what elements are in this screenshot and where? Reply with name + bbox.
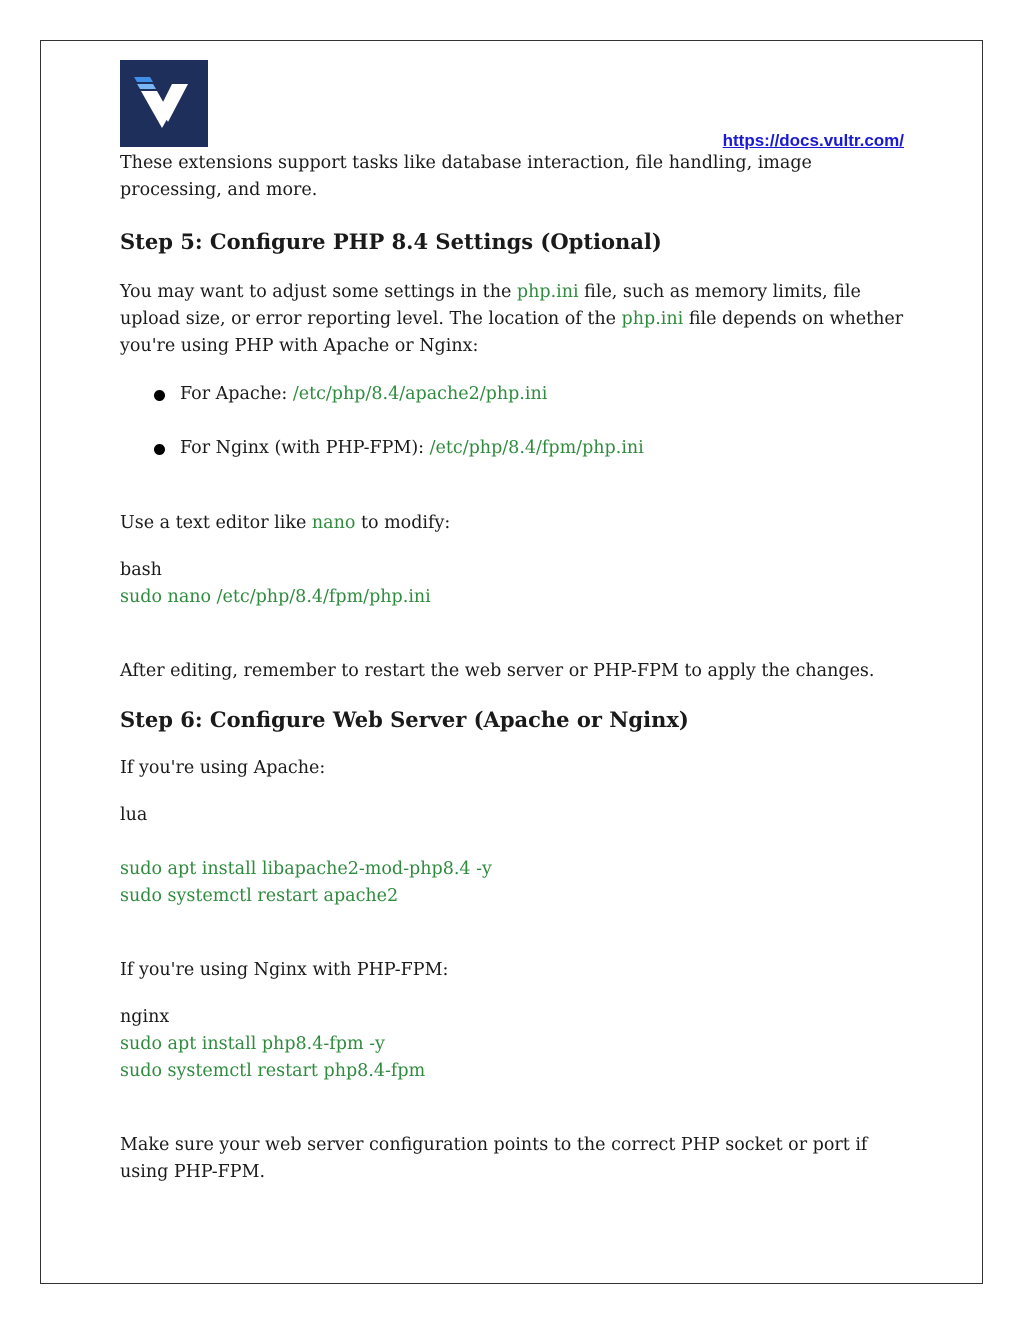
vultr-logo-icon <box>120 60 208 147</box>
code-line: sudo apt install libapache2-mod-php8.4 -y <box>120 859 492 879</box>
code-line: sudo systemctl restart php8.4-fpm <box>120 1061 426 1081</box>
intro-paragraph: These extensions support tasks like database interaction, file handling, image processing, and more. <box>120 153 812 200</box>
bullet-icon <box>154 444 165 455</box>
vultr-logo <box>120 60 208 147</box>
config-path-list <box>120 381 910 462</box>
document-body <box>120 150 910 1186</box>
code-language-label: bash <box>120 560 162 580</box>
step5-text-b: file, such as memory limits, file upload size, or error reporting level. The location of the <box>120 282 861 329</box>
code-block-apache <box>120 802 910 910</box>
bullet-label: For Nginx (with PHP-FPM): <box>180 438 430 458</box>
bullet-label: For Apache: <box>180 384 293 404</box>
code-language-label: lua <box>120 805 148 825</box>
inline-code-nano: nano <box>311 513 356 533</box>
step6-heading: Step 6: Configure Web Server (Apache or Nginx) <box>120 707 689 732</box>
step5-text-a: You may want to adjust some settings in the <box>120 282 517 302</box>
inline-code-phpini: php.ini <box>621 309 684 329</box>
editor-text-a: Use a text editor like <box>120 513 312 533</box>
closing-paragraph: Make sure your web server configuration points to the correct PHP socket or port if using PHP-FPM. <box>120 1135 868 1182</box>
after-edit-paragraph: After editing, remember to restart the web server or PHP-FPM to apply the changes. <box>120 661 875 681</box>
docs-link[interactable]: https://docs.vultr.com/ <box>722 131 904 150</box>
code-language-label: nginx <box>120 1007 170 1027</box>
step5-text-c: file depends on whether you're using PHP with Apache or Nginx: <box>120 309 904 356</box>
code-line: sudo systemctl restart apache2 <box>120 886 399 906</box>
nginx-intro: If you're using Nginx with PHP-FPM: <box>120 960 449 980</box>
bullet-path: /etc/php/8.4/apache2/php.ini <box>292 384 548 404</box>
code-block-nginx <box>120 1004 910 1085</box>
bullet-path: /etc/php/8.4/fpm/php.ini <box>429 438 644 458</box>
apache-intro: If you're using Apache: <box>120 758 326 778</box>
list-item <box>120 381 910 408</box>
bullet-icon <box>154 390 165 401</box>
editor-text-b: to modify: <box>355 513 451 533</box>
inline-code-phpini: php.ini <box>516 282 579 302</box>
editor-paragraph <box>120 510 910 537</box>
code-block-bash <box>120 557 910 611</box>
code-line: sudo nano /etc/php/8.4/fpm/php.ini <box>120 587 431 607</box>
step5-heading: Step 5: Configure PHP 8.4 Settings (Optional) <box>120 229 662 254</box>
step5-paragraph <box>120 279 910 360</box>
code-line: sudo apt install php8.4-fpm -y <box>120 1034 385 1054</box>
list-item <box>120 435 910 462</box>
